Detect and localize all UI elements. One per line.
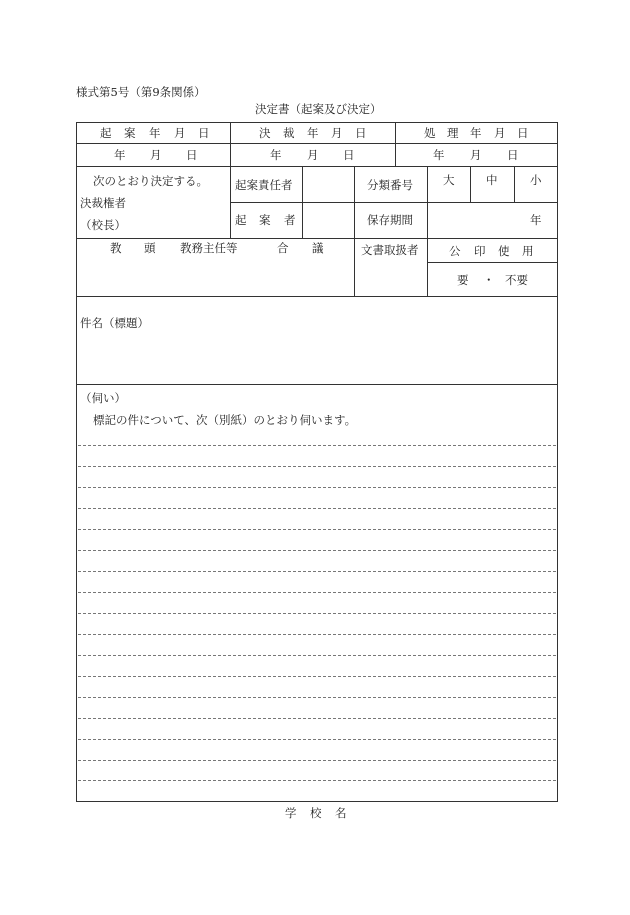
retention-unit: 年 <box>530 213 542 227</box>
responsible-label: 起案責任者 <box>235 178 293 192</box>
ruled-line <box>78 739 556 740</box>
approval-seal-area[interactable] <box>78 258 353 294</box>
row-divider <box>76 143 558 144</box>
subject-label: 件名（標題） <box>80 316 149 330</box>
ruled-line <box>78 655 556 656</box>
row-divider <box>76 166 558 167</box>
ruled-line <box>78 697 556 698</box>
col-divider <box>427 166 428 296</box>
document-title: 決定書（起案及び決定） <box>255 102 382 116</box>
retention-label: 保存期間 <box>367 213 413 227</box>
ruled-line <box>78 487 556 488</box>
ruled-line <box>78 571 556 572</box>
seal-option-separator: ・ <box>483 273 495 287</box>
row-divider <box>76 384 558 385</box>
ruled-line <box>78 780 556 781</box>
seal-not-required-option[interactable]: 不要 <box>505 273 528 287</box>
retention-field[interactable] <box>429 204 524 237</box>
col-divider <box>354 166 355 296</box>
subject-field[interactable] <box>78 334 556 382</box>
inquiry-label: （伺い） <box>80 391 126 405</box>
ruled-line <box>78 760 556 761</box>
ruled-line <box>78 508 556 509</box>
drafter-field[interactable] <box>304 204 353 237</box>
ruled-line <box>78 634 556 635</box>
ruled-line <box>78 529 556 530</box>
authority-label: 決裁権者 <box>80 196 126 210</box>
col-divider <box>395 122 396 166</box>
inquiry-body: 標記の件について、次（別紙）のとおり伺います。 <box>93 413 357 427</box>
col-divider <box>470 166 471 202</box>
ruled-line <box>78 466 556 467</box>
classification-large[interactable]: 大 <box>443 173 455 187</box>
ruled-line <box>78 718 556 719</box>
row-divider <box>76 296 558 297</box>
ruled-line <box>78 592 556 593</box>
row-divider <box>76 238 558 239</box>
ruled-line <box>78 550 556 551</box>
authority-value: （校長） <box>80 218 126 232</box>
ruled-line <box>78 676 556 677</box>
col-divider <box>302 166 303 238</box>
doc-handler-label: 文書取扱者 <box>361 243 419 257</box>
row-divider <box>427 262 558 263</box>
row-divider <box>230 202 558 203</box>
classification-medium[interactable]: 中 <box>486 173 498 187</box>
seal-required-option[interactable]: 要 <box>457 273 469 287</box>
col-divider <box>230 122 231 238</box>
doc-handler-field[interactable] <box>356 260 426 294</box>
classification-label: 分類番号 <box>367 178 413 192</box>
ruled-line <box>78 445 556 446</box>
responsible-field[interactable] <box>304 168 353 201</box>
classification-small[interactable]: 小 <box>530 173 542 187</box>
ruled-line <box>78 613 556 614</box>
decide-statement: 次のとおり決定する。 <box>93 174 208 188</box>
form-reference: 様式第5号（第9条関係） <box>76 85 206 99</box>
col-divider <box>514 166 515 202</box>
